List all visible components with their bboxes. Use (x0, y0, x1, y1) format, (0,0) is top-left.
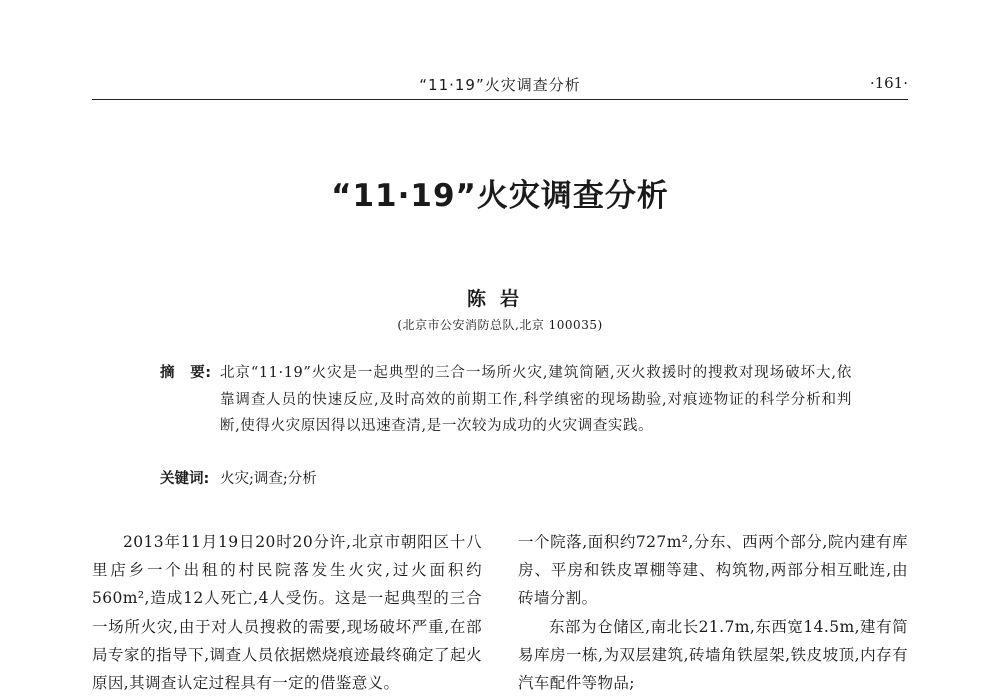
page-number: ·161· (869, 74, 908, 92)
header-rule (92, 99, 908, 100)
keywords (160, 466, 852, 492)
keywords-text: 火灾;调查;分析 (220, 471, 317, 487)
author-name: 陈岩 (466, 288, 533, 310)
body-column-right (518, 528, 908, 697)
keywords-label: 关键词: (160, 471, 210, 487)
body-column-left (92, 528, 482, 697)
abstract-text: 北京“11·19”火灾是一起典型的三合一场所火灾,建筑简陋,灭火救援时的搜救对现场破坏大,依靠调查人员的快速反应,及时高效的前期工作,科学缜密的现场勘验,对痕迹物证的科学分析和判断,使得火灾原因得以迅速查清,是一次较为成功的火灾调查实践。 (220, 365, 852, 434)
body-paragraph: 2013年11月19日20时20分许,北京市朝阳区十八里店乡一个出租的村民院落发生火灾,过火面积约560m²,造成12人死亡,4人受伤。这是一起典型的三合一场所火灾,由于对人员搜救的需要,现场破坏严重,在部局专家的指导下,调查人员依据燃烧痕迹最终确定了起火原因,其调查认定过程具有一定的借鉴意义。 (92, 533, 482, 693)
running-head (92, 70, 908, 96)
paper-title: “11·19”火灾调查分析 (331, 178, 669, 214)
author-affiliation: (北京市公安消防总队,北京 100035) (397, 318, 603, 332)
body-paragraph: 一个院落,面积约727m²,分东、西两个部分,院内建有库房、平房和铁皮罩棚等建、构筑物,两部分相互毗连,由砖墙分割。 (518, 533, 908, 608)
abstract (160, 360, 852, 440)
running-title: “11·19”火灾调查分析 (419, 76, 581, 94)
abstract-label: 摘 要: (160, 365, 212, 381)
body-paragraph: 东部为仓储区,南北长21.7m,东西宽14.5m,建有简易库房一栋,为双层建筑,砖墙角铁屋架,铁皮坡顶,内存有汽车配件等物品; (518, 617, 908, 693)
